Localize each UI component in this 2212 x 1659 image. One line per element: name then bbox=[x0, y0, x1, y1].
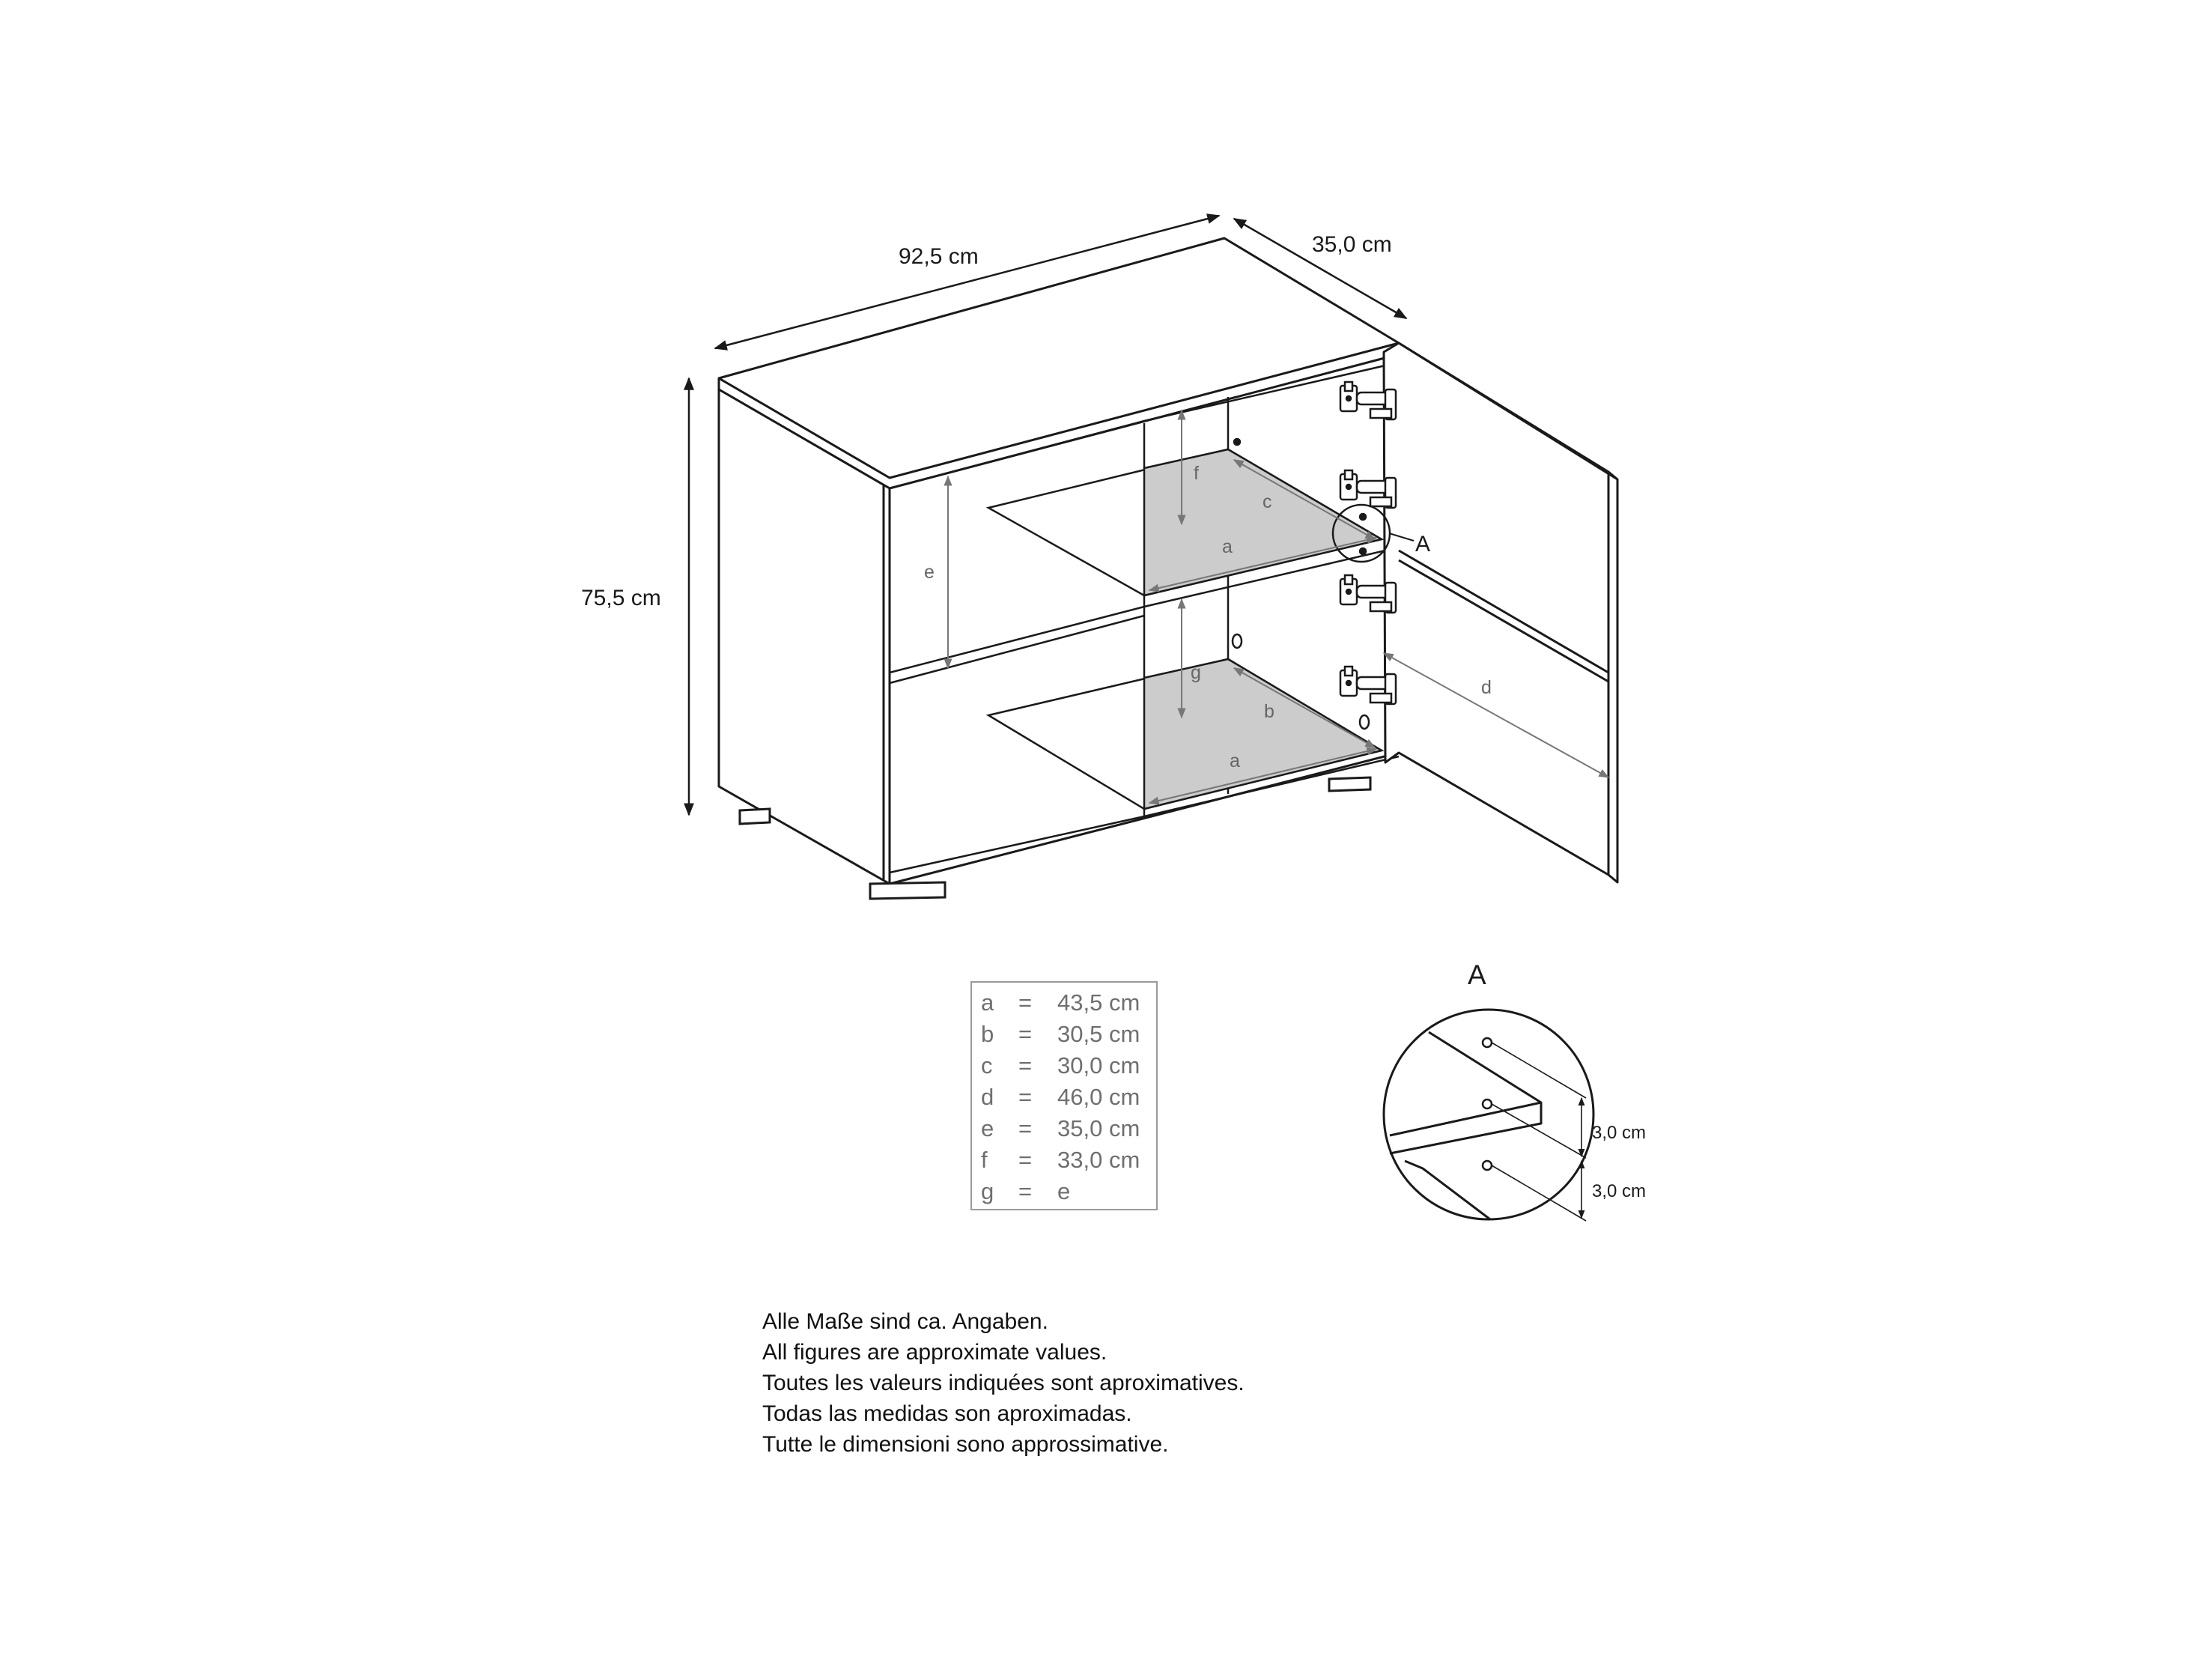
legend-key: c bbox=[981, 1052, 993, 1079]
part-label-a-lower: a bbox=[1230, 750, 1240, 771]
legend-key: d bbox=[981, 1084, 994, 1110]
legend-key: g bbox=[981, 1178, 994, 1204]
legend-row bbox=[981, 1144, 1156, 1176]
open-door bbox=[1384, 343, 1617, 882]
legend-row bbox=[981, 1019, 1156, 1050]
note-line-english: All figures are approximate values. bbox=[762, 1340, 1107, 1365]
peg-hole bbox=[1360, 548, 1366, 554]
peg-hole bbox=[1234, 439, 1240, 445]
height-label: 75,5 cm bbox=[581, 586, 661, 610]
part-label-g: g bbox=[1191, 662, 1201, 683]
part-label-c: c bbox=[1263, 491, 1272, 512]
legend-key: b bbox=[981, 1021, 994, 1047]
note-line-french: Toutes les valeurs indiquées sont aproximatives. bbox=[762, 1371, 1245, 1395]
detail-hole-top bbox=[1483, 1038, 1492, 1047]
part-label-a-upper: a bbox=[1222, 536, 1233, 557]
legend-equals: = bbox=[1018, 1178, 1033, 1204]
depth-label: 35,0 cm bbox=[1312, 232, 1392, 257]
legend-row bbox=[981, 1176, 1156, 1207]
detail-A-view bbox=[1384, 959, 1646, 1221]
cabinet-top-panel bbox=[719, 238, 1399, 478]
legend-value: 43,5 cm bbox=[1057, 989, 1140, 1016]
legend-equals: = bbox=[1018, 1021, 1033, 1047]
detail-A-marker-label: A bbox=[1415, 532, 1431, 556]
foot bbox=[740, 809, 770, 824]
legend-equals: = bbox=[1018, 1115, 1033, 1141]
foot bbox=[870, 882, 945, 899]
peg-hole bbox=[1233, 634, 1242, 648]
legend-value: 46,0 cm bbox=[1057, 1084, 1140, 1110]
door-inner-face bbox=[1384, 343, 1608, 875]
legend-row bbox=[981, 987, 1156, 1019]
legend-key: e bbox=[981, 1115, 994, 1141]
detail-spacing-top-label: 3,0 cm bbox=[1592, 1123, 1647, 1143]
legend-equals: = bbox=[1018, 989, 1033, 1016]
legend-value: e bbox=[1057, 1178, 1071, 1204]
legend-value: 30,5 cm bbox=[1057, 1021, 1140, 1047]
part-label-d: d bbox=[1481, 677, 1492, 698]
part-label-b: b bbox=[1264, 701, 1274, 722]
dimension-legend-table bbox=[970, 981, 1158, 1210]
approximate-values-notes bbox=[762, 1306, 1245, 1460]
note-line-german: Alle Maße sind ca. Angaben. bbox=[762, 1309, 1048, 1334]
note-line-italian: Tutte le dimensioni sono approssimative. bbox=[762, 1432, 1169, 1457]
note-line-spanish: Todas las medidas son aproximadas. bbox=[762, 1401, 1132, 1426]
legend-row bbox=[981, 1050, 1156, 1082]
legend-value: 35,0 cm bbox=[1057, 1115, 1140, 1141]
width-label: 92,5 cm bbox=[899, 244, 979, 269]
glass-shelves bbox=[988, 449, 1382, 809]
legend-row bbox=[981, 1082, 1156, 1113]
detail-hole-middle bbox=[1483, 1100, 1492, 1108]
part-label-e: e bbox=[924, 562, 935, 583]
foot bbox=[1329, 777, 1370, 791]
legend-key: f bbox=[981, 1147, 988, 1173]
legend-value: 33,0 cm bbox=[1057, 1147, 1140, 1173]
legend-equals: = bbox=[1018, 1147, 1033, 1173]
legend-equals: = bbox=[1018, 1084, 1033, 1110]
legend-equals: = bbox=[1018, 1052, 1033, 1079]
detail-spacing-bottom-label: 3,0 cm bbox=[1592, 1181, 1647, 1201]
detail-A-title: A bbox=[1468, 959, 1486, 990]
legend-key: a bbox=[981, 989, 994, 1016]
cabinet-body bbox=[719, 238, 1399, 884]
legend-value: 30,0 cm bbox=[1057, 1052, 1140, 1079]
detail-hole-bottom bbox=[1483, 1161, 1492, 1170]
peg-hole bbox=[1360, 514, 1366, 520]
peg-hole bbox=[1360, 715, 1369, 729]
part-label-f: f bbox=[1194, 463, 1199, 484]
legend-row bbox=[981, 1113, 1156, 1144]
